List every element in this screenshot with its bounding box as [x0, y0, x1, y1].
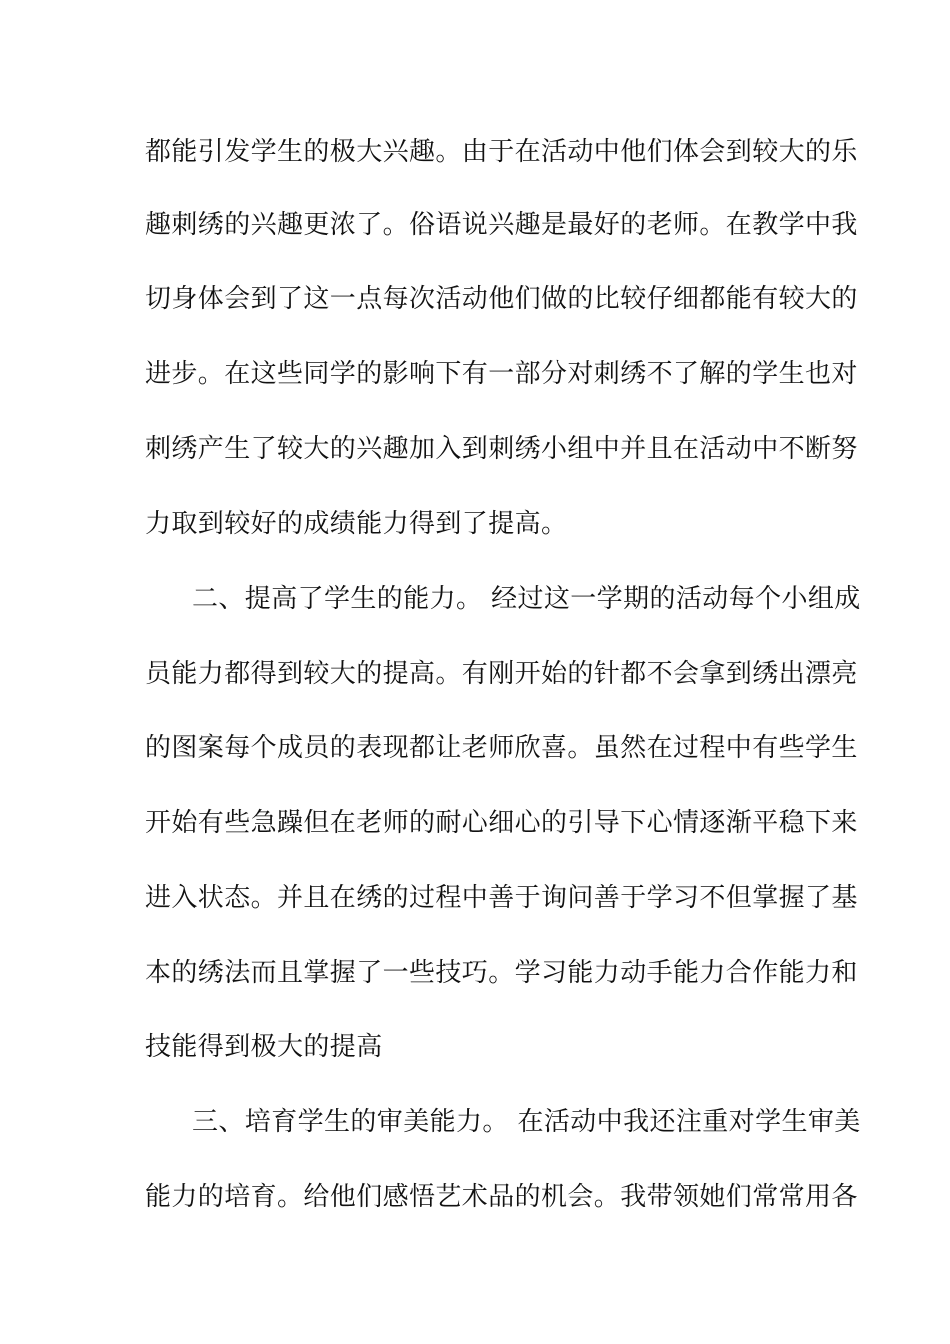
section-heading-line: 三、培育学生的审美能力。 在活动中我还注重对学生审美: [192, 1107, 861, 1137]
text-line: 进步。在这些同学的影响下有一部分对刺绣不了解的学生也对: [145, 359, 858, 389]
text-line: 员能力都得到较大的提高。有刚开始的针都不会拿到绣出漂亮: [145, 659, 858, 689]
text-line: 切身体会到了这一点每次活动他们做的比较仔细都能有较大的: [145, 284, 858, 314]
text-line: 刺绣产生了较大的兴趣加入到刺绣小组中并且在活动中不断努: [145, 434, 858, 464]
text-line: 力取到较好的成绩能力得到了提高。: [145, 509, 568, 539]
text-line: 都能引发学生的极大兴趣。由于在活动中他们体会到较大的乐: [145, 137, 858, 167]
section-heading-line: 二、提高了学生的能力。 经过这一学期的活动每个小组成: [192, 584, 861, 614]
text-line: 趣刺绣的兴趣更浓了。俗语说兴趣是最好的老师。在教学中我: [145, 210, 858, 240]
text-line: 开始有些急躁但在老师的耐心细心的引导下心情逐渐平稳下来: [145, 808, 858, 838]
text-line: 技能得到极大的提高: [145, 1032, 383, 1062]
text-line: 的图案每个成员的表现都让老师欣喜。虽然在过程中有些学生: [145, 733, 858, 763]
text-line: 本的绣法而且掌握了一些技巧。学习能力动手能力合作能力和: [145, 958, 858, 988]
text-line: 能力的培育。给他们感悟艺术品的机会。我带领她们常常用各: [145, 1182, 858, 1212]
text-line: 进入状态。并且在绣的过程中善于询问善于学习不但掌握了基: [145, 883, 858, 913]
